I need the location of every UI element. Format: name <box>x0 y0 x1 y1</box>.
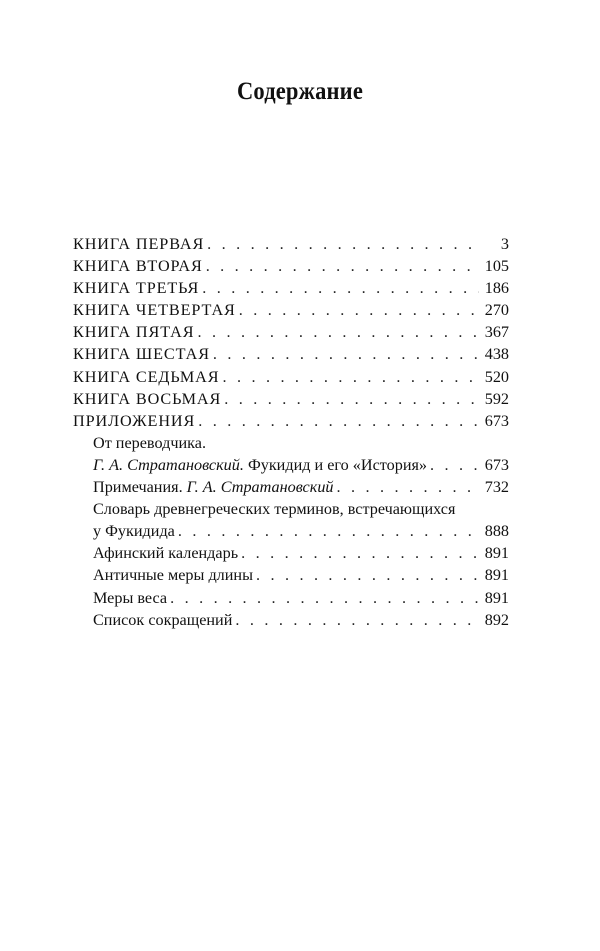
toc-entry-page: 270 <box>484 301 509 320</box>
dot-leader <box>197 321 479 343</box>
toc-subentry-label: От переводчика. <box>93 433 206 452</box>
toc-entry-page: 673 <box>484 411 509 430</box>
toc-subentry-label: у Фукидида <box>93 522 175 541</box>
toc-subentry-label: Меры веса <box>93 588 168 607</box>
toc-entry-book-8[interactable] <box>73 388 509 410</box>
dot-leader <box>241 542 479 564</box>
toc-subentry-page: 892 <box>484 610 509 629</box>
dot-leader <box>222 366 479 388</box>
toc-subentry-abbreviations[interactable] <box>73 609 509 631</box>
dot-leader <box>224 388 479 410</box>
article-title: Фукидид и его «История» <box>243 455 428 474</box>
toc-subentry-page: 888 <box>484 522 509 541</box>
dot-leader <box>213 343 479 365</box>
dot-leader <box>430 454 479 476</box>
toc-entry-book-6[interactable] <box>73 343 509 365</box>
toc-subentry-glossary[interactable] <box>73 520 509 542</box>
toc-entry-label: КНИГА ПЕРВАЯ <box>73 235 205 253</box>
toc-entry-page: 438 <box>484 345 509 364</box>
toc-entry-book-2[interactable] <box>73 255 509 277</box>
toc-subentry-page: 732 <box>484 478 509 497</box>
notes-label: Примечания. <box>93 478 187 497</box>
author-name: Г. А. Стратановский. <box>93 455 244 474</box>
toc-subentry-calendar[interactable] <box>73 542 509 564</box>
toc-subentry-label <box>93 454 427 476</box>
dot-leader <box>198 410 479 432</box>
toc-entry-page: 105 <box>484 257 509 276</box>
toc-entry-label: КНИГА ТРЕТЬЯ <box>73 279 200 298</box>
toc-entry-page: 592 <box>484 389 509 408</box>
dot-leader <box>206 255 479 277</box>
toc-entry-book-7[interactable] <box>73 366 509 388</box>
toc-entry-book-4[interactable] <box>73 299 509 321</box>
toc-subentry-label: Словарь древнегреческих терминов, встречающихся <box>93 500 456 519</box>
toc-entry-page: 367 <box>484 323 509 342</box>
toc-entry-appendices[interactable] <box>73 410 509 432</box>
toc-entry-book-5[interactable] <box>73 321 509 343</box>
toc-subentry-page: 891 <box>484 566 509 585</box>
toc-subentry-label: Античные меры длины <box>93 566 253 585</box>
dot-leader <box>202 277 479 299</box>
toc-entry-label: КНИГА ШЕСТАЯ <box>73 345 210 364</box>
dot-leader <box>178 520 479 542</box>
toc-subentry-notes[interactable] <box>73 476 509 498</box>
toc-subentry-label <box>93 476 334 498</box>
toc-entry-page: 186 <box>484 279 509 298</box>
toc-entry-page: 3 <box>500 235 509 253</box>
dot-leader <box>235 609 479 631</box>
toc-entry-label: КНИГА ПЯТАЯ <box>73 323 195 342</box>
toc-subentry-page: 891 <box>484 588 509 607</box>
toc-subentry-label: Список сокращений <box>93 610 233 629</box>
toc-entry-label: КНИГА ВТОРАЯ <box>73 257 203 276</box>
toc-entry-page: 520 <box>484 367 509 386</box>
toc-entry-label: КНИГА СЕДЬМАЯ <box>73 367 220 386</box>
toc-subentry-glossary-line1 <box>73 498 509 520</box>
page-title: Содержание <box>236 78 363 105</box>
toc-subentry-translator-heading <box>73 432 509 454</box>
toc-subentry-page: 673 <box>484 455 509 474</box>
toc-subentry-page: 891 <box>484 544 509 563</box>
toc-subentry-translator[interactable] <box>73 454 509 476</box>
dot-leader <box>207 233 479 255</box>
dot-leader <box>337 476 479 498</box>
table-of-contents <box>73 233 509 631</box>
toc-entry-book-1[interactable] <box>73 233 509 255</box>
toc-entry-book-3[interactable] <box>73 277 509 299</box>
toc-subentry-length-measures[interactable] <box>73 564 509 586</box>
dot-leader <box>170 587 479 609</box>
toc-entry-label: ПРИЛОЖЕНИЯ <box>73 411 196 430</box>
toc-subentry-label: Афинский календарь <box>93 544 239 563</box>
dot-leader <box>256 564 479 586</box>
toc-entry-label: КНИГА ВОСЬМАЯ <box>73 389 222 408</box>
dot-leader <box>239 299 479 321</box>
toc-subentry-weight-measures[interactable] <box>73 587 509 609</box>
toc-entry-label: КНИГА ЧЕТВЕРТАЯ <box>73 301 236 320</box>
author-name: Г. А. Стратановский <box>186 478 334 497</box>
